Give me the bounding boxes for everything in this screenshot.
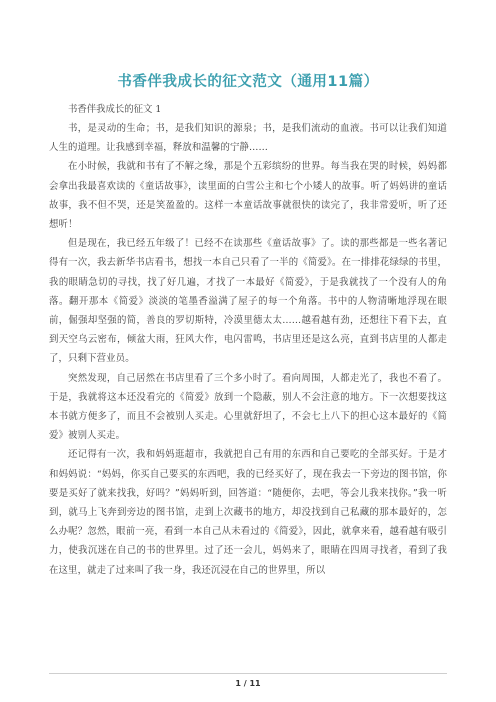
essay-subtitle: 书香伴我成长的征文 1 [68, 104, 162, 115]
paragraph: 但是现在，我已经五年级了！已经不在读那些《童话故事》了。读的那些都是一些名著记得有一次，我去新华书店看书，想找一本自己只看了一半的《简爱》。在一排排花绿绿的书里，我的眼睛急切的寻找，找了好几遍，才找了一本最好《简爱》，于是我就找了一个没有人的角落。翻开那本《简爱》淡淡的笔墨香溢满了屋子的每一个角落。书中的人物清晰地浮现在眼前，倔强却坚强的简，善良的罗切斯特，冷漠里德太太……越看越有劲，还想往下看下去，直到天空乌云密布，倾盆大雨，狂风大作，电闪雷鸣，书店里还是这么亮，直到书店里的人都走了，只剩下营业员。 [49, 238, 447, 365]
footer-divider [49, 673, 447, 674]
paragraph: 还记得有一次，我和妈妈逛超市，我就把自己有用的东西和自己要吃的全部买好。于是才和妈妈说：“妈妈，你买自己要买的东西吧，我的已经买好了，现在我去一下旁边的图书馆，你要是买好了就来找我，好吗？”妈妈听到，回答道：“随便你，去吧，等会儿我来找你。”我一听到，就马上飞奔到旁边的图书馆，走到上次藏书的地方，却没找到自己私藏的那本最好的，怎么办呢？忽然，眼前一亮，看到一本自己从未看过的《简爱》，因此，就拿来看，越看越有吸引力，使我沉迷在自己的书的世界里。过了还一会儿，妈妈来了，眼睛在四周寻找者，看到了我在这里，就走了过来叫了我一身，我还沉浸在自己的世界里，所以 [49, 449, 447, 576]
paragraph: 在小时候，我就和书有了不解之缘，那是个五彩缤纷的世界。每当我在哭的时候，妈妈都会拿出我最喜欢读的《童话故事》，读里面的白雪公主和七个小矮人的故事。听了妈妈讲的童话故事，我不但不哭，还是笑盈盈的。这样一本童话故事就很快的读完了，我非常爱听，听了还想听！ [49, 161, 447, 231]
paragraph: 突然发现，自己居然在书店里看了三个多小时了。看向周围，人都走光了，我也不看了。于是，我就将这本还没看完的《简爱》放到一个隐蔽，别人不会注意的地方。下一次想要找这本书就方便多了，而且不会被别人买走。心里就舒坦了，不会七上八下的担心这本最好的《简爱》被别人买走。 [49, 372, 447, 442]
document-body [49, 100, 447, 580]
paragraph: 书，是灵动的生命；书，是我们知识的源泉；书，是我们流动的血液。书可以让我们知道人生的道理。让我感到幸福，释放和温馨的宁静…… [49, 123, 447, 154]
page-number: 1 / 11 [235, 679, 261, 688]
document-title: 书香伴我成长的征文范文（通用11篇） [117, 74, 379, 90]
